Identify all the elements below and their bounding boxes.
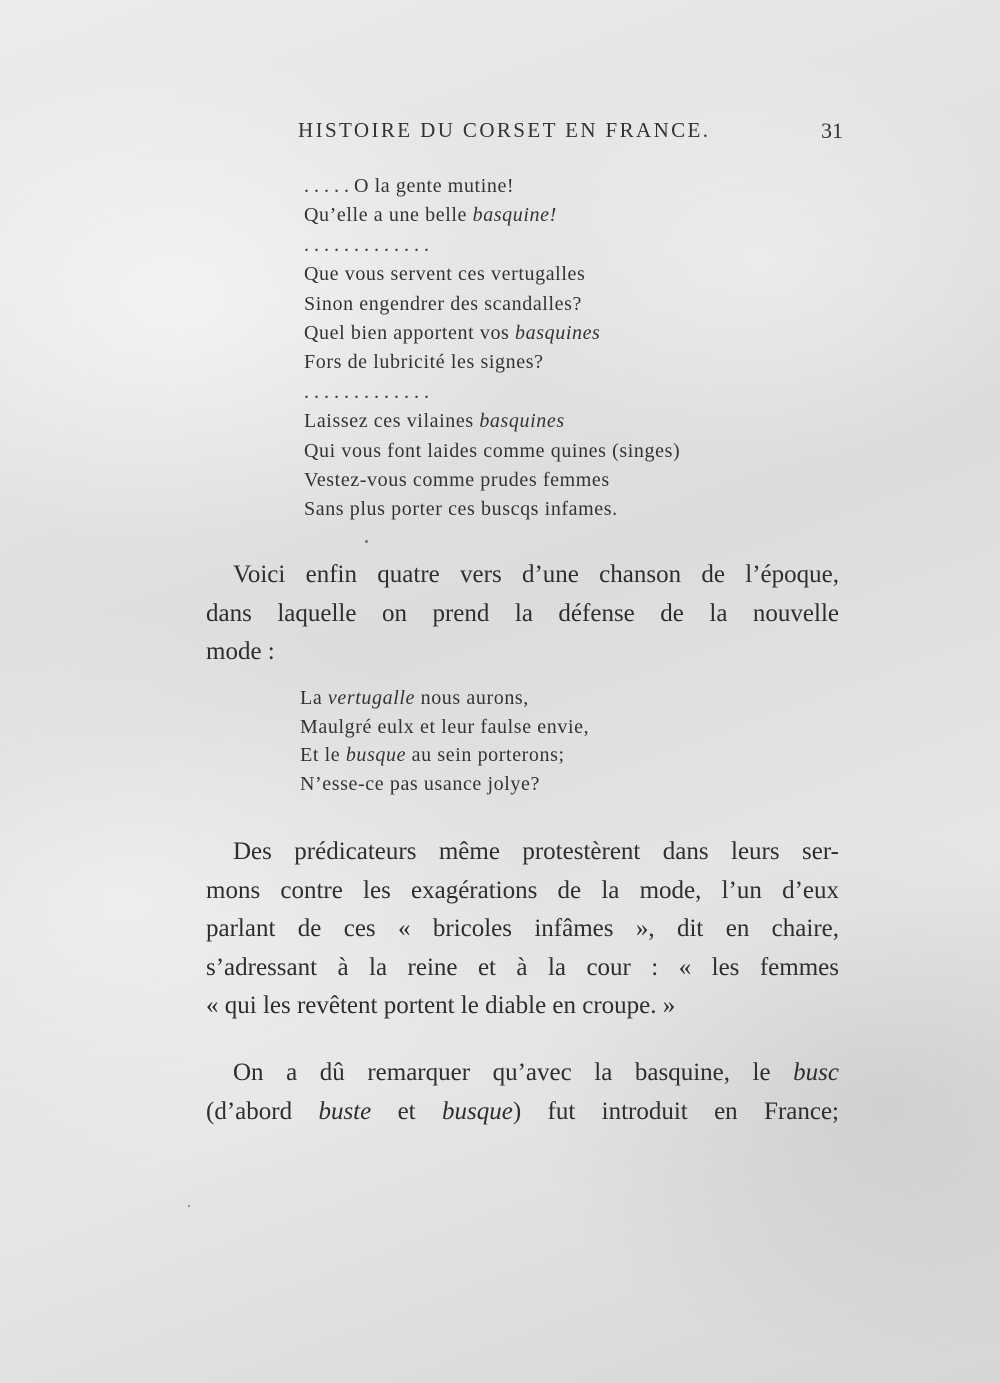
paragraph-3 bbox=[206, 1054, 839, 1131]
paragraph-text: (d’abord bbox=[206, 1097, 319, 1125]
italic-word: vertugalle bbox=[327, 687, 415, 709]
verse-line bbox=[304, 172, 680, 201]
verse-line: Vestez-vous comme prudes femmes bbox=[304, 468, 610, 491]
verse-block-2 bbox=[300, 684, 589, 798]
paragraph-text: et bbox=[371, 1097, 442, 1125]
paragraph-text: ) fut introduit en France; bbox=[512, 1097, 840, 1125]
italic-word: busc bbox=[793, 1059, 839, 1086]
verse-text: nous aurons, bbox=[415, 687, 529, 709]
verse-line bbox=[300, 684, 589, 713]
page-header bbox=[298, 118, 843, 148]
verse-text: au sein porterons; bbox=[406, 744, 565, 766]
verse-line bbox=[304, 407, 680, 436]
verse-line: Qui vous font laides comme quines (singes) bbox=[304, 439, 681, 462]
running-head: HISTOIRE DU CORSET EN FRANCE. bbox=[298, 118, 711, 142]
verse-line: Fors de lubricité les signes? bbox=[304, 351, 544, 374]
verse-ellipsis: . . . . . . . . . . . . . bbox=[304, 233, 429, 256]
verse-ellipsis: . . . . . . . . . . . . . bbox=[304, 380, 429, 403]
italic-word: basquines bbox=[515, 321, 601, 344]
verse-line: Sans plus porter ces buscqs infames. bbox=[304, 498, 618, 521]
paragraph-line: mode : bbox=[206, 638, 275, 665]
paragraph-line: mons contre les exagérations de la mode, l’un d’eux bbox=[206, 876, 839, 904]
verse-ellipsis: . . . . . bbox=[304, 175, 354, 197]
verse-line: N’esse-ce pas usance jolye? bbox=[300, 772, 540, 795]
paragraph-line bbox=[206, 1054, 839, 1093]
verse-line bbox=[304, 319, 680, 348]
verse-line: Sinon engendrer des scandalles? bbox=[304, 292, 582, 315]
verse-text: La bbox=[300, 687, 328, 709]
verse-line: Maulgré eulx et leur faulse envie, bbox=[300, 715, 590, 738]
paragraph-1 bbox=[206, 556, 839, 672]
paragraph-line: dans laquelle on prend la défense de la nouvelle bbox=[206, 599, 839, 627]
paragraph-line: Voici enfin quatre vers d’une chanson de l’époque, bbox=[233, 561, 839, 588]
verse-text: Et le bbox=[300, 744, 346, 766]
verse-line: Que vous servent ces vertugalles bbox=[304, 263, 586, 286]
paragraph-line: « qui les revêtent portent le diable en croupe. » bbox=[206, 992, 676, 1019]
page-number: 31 bbox=[821, 118, 843, 143]
verse-text: Laissez ces vilaines bbox=[304, 410, 480, 433]
paragraph-text: On a dû remarquer qu’avec la basquine, le bbox=[233, 1059, 794, 1086]
italic-word: buste bbox=[318, 1097, 372, 1125]
paper-speck bbox=[365, 540, 368, 543]
paragraph-line: Des prédicateurs même protestèrent dans leurs ser- bbox=[233, 838, 839, 865]
verse-block-1 bbox=[304, 172, 680, 525]
verse-line bbox=[300, 741, 589, 770]
verse-text: O la gente mutine! bbox=[354, 175, 515, 197]
paragraph-2 bbox=[206, 833, 839, 1026]
paper-speck bbox=[188, 1205, 190, 1207]
paragraph-line bbox=[206, 1093, 839, 1132]
verse-text: Quel bien apportent vos bbox=[304, 321, 516, 344]
paragraph-line: s’adressant à la reine et à la cour : « les femmes bbox=[206, 953, 839, 981]
verse-text: Qu’elle a une belle bbox=[304, 204, 473, 227]
italic-word: basquines bbox=[479, 410, 565, 433]
italic-word: busque bbox=[441, 1097, 513, 1125]
italic-word: basquine! bbox=[472, 204, 557, 227]
verse-line bbox=[304, 201, 680, 230]
paragraph-line: parlant de ces « bricoles infâmes », dit en chaire, bbox=[206, 915, 839, 942]
italic-word: busque bbox=[345, 744, 407, 766]
